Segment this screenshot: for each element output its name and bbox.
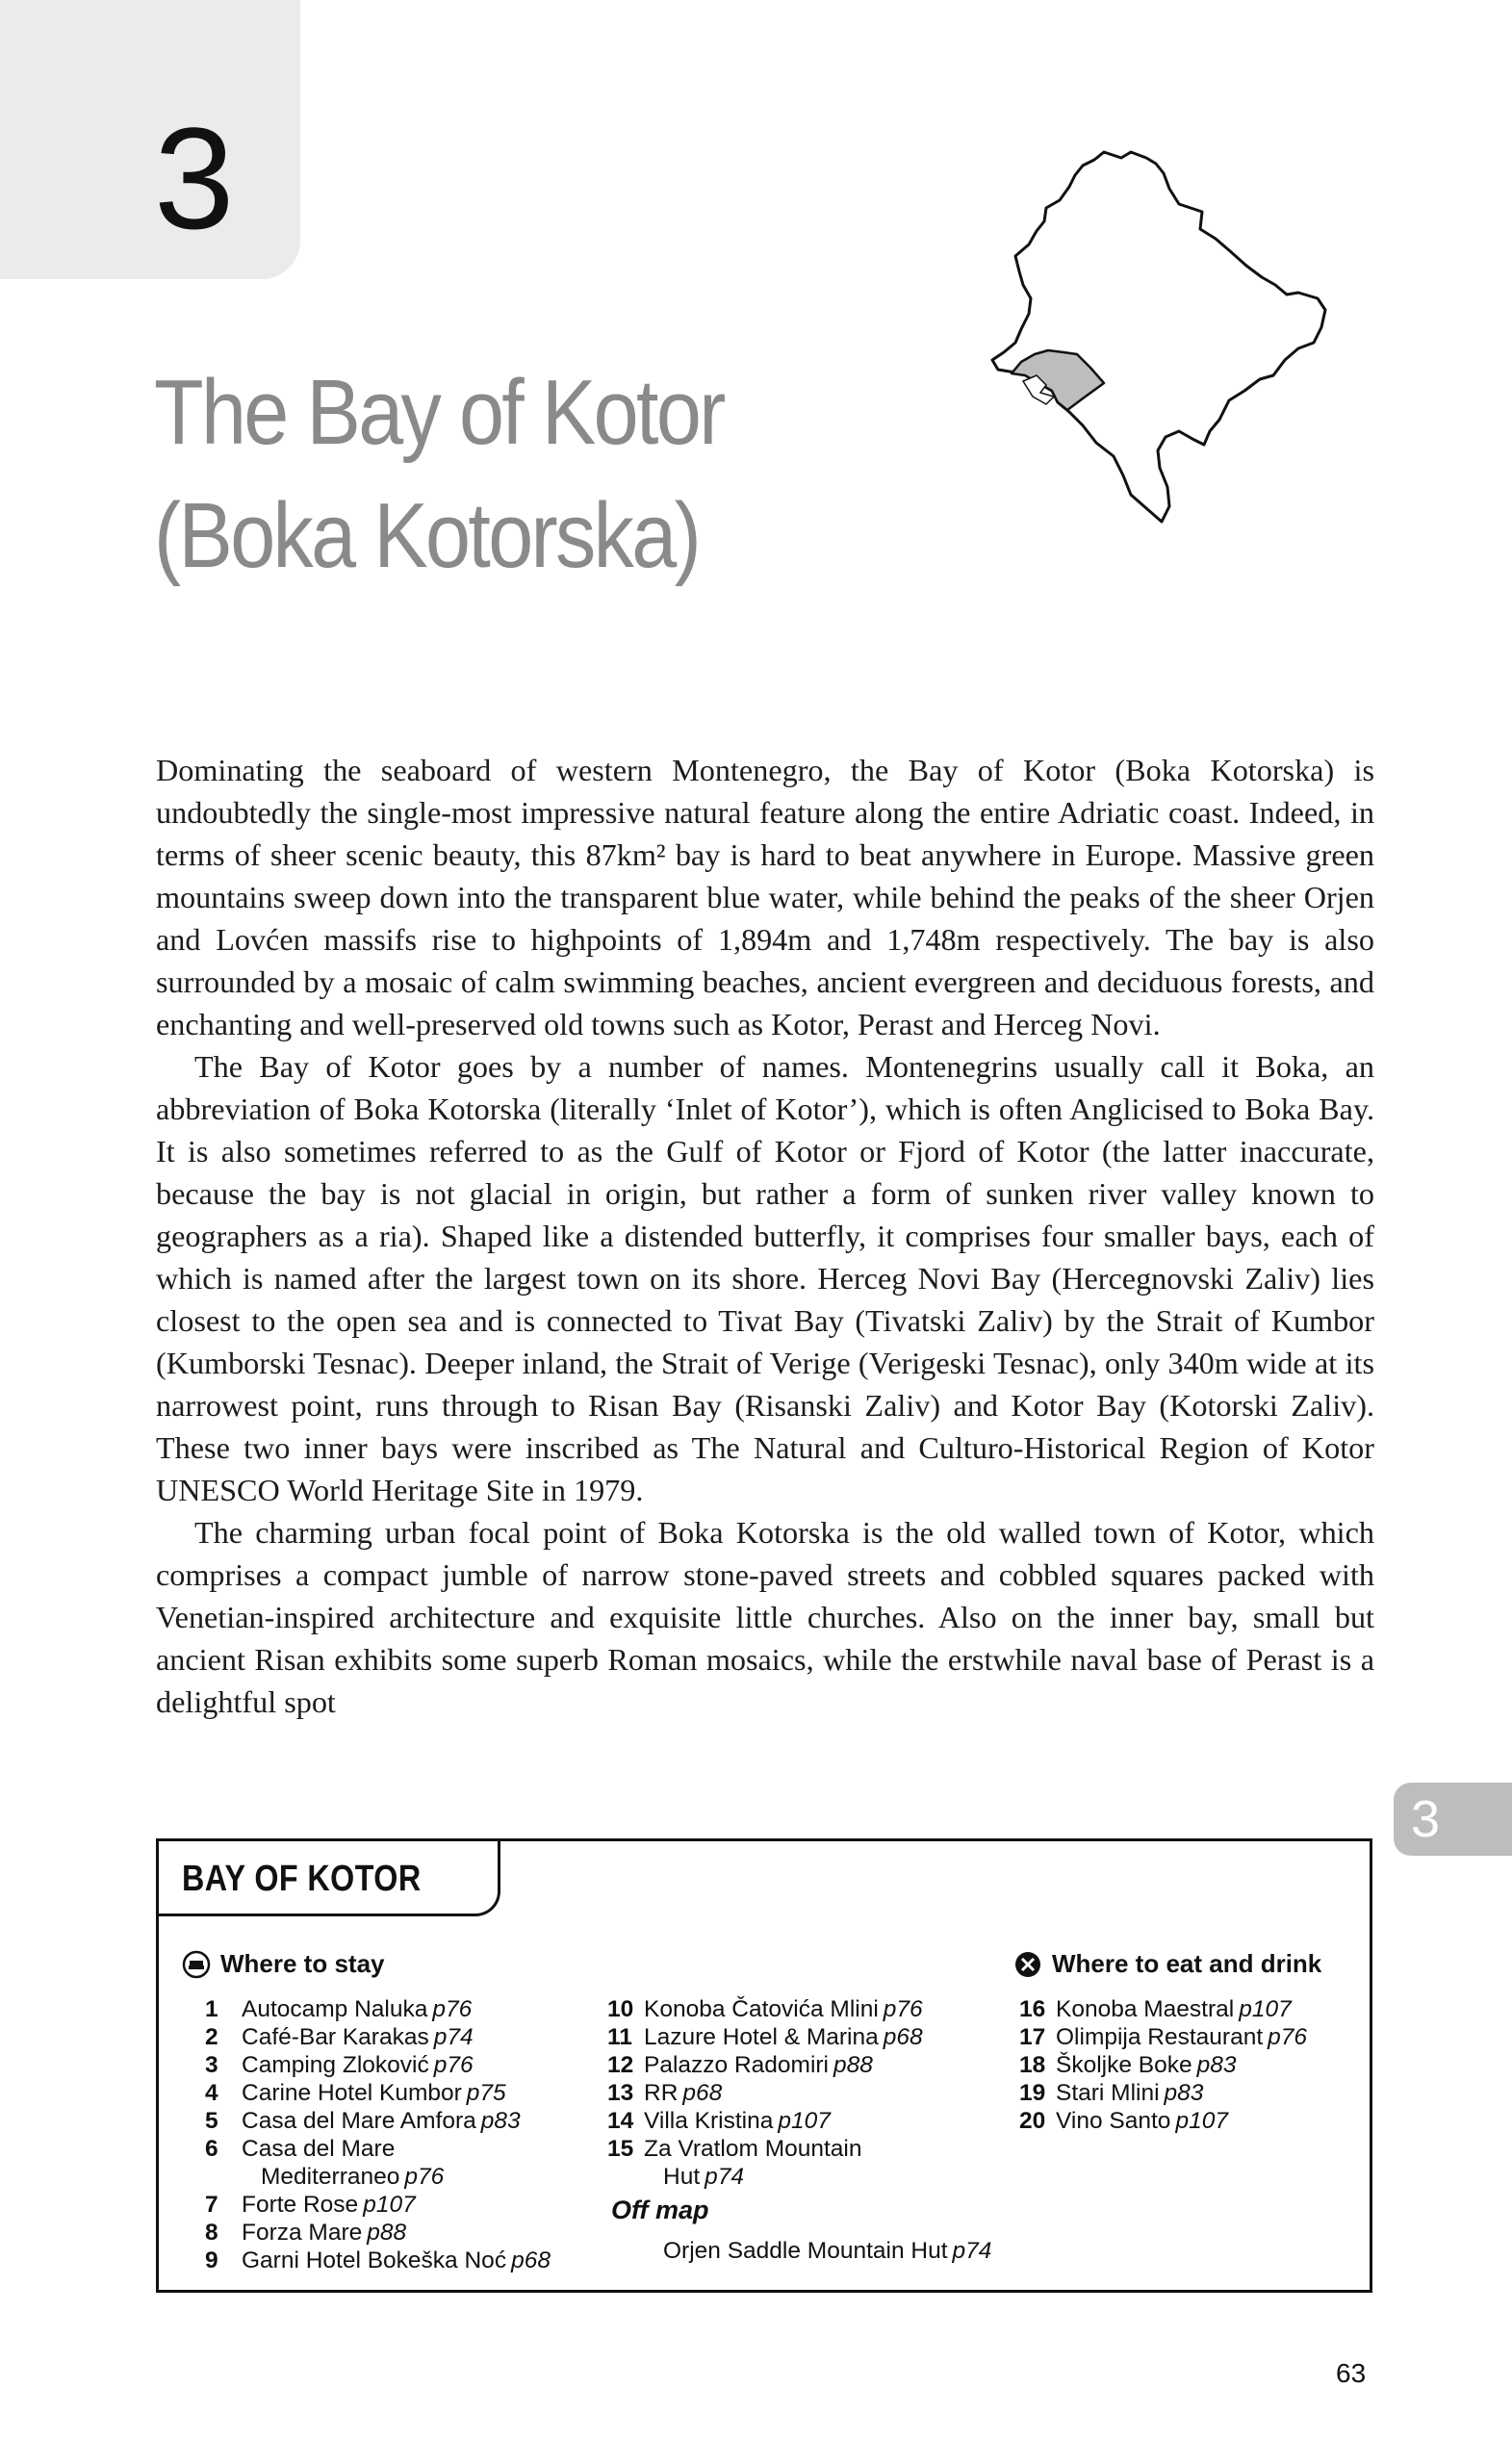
key-entry-number: 11	[607, 2024, 632, 2050]
intro-paragraph-2: The Bay of Kotor goes by a number of names. Montenegrins usually call it Boka, an abbreviation of Boka Kotorska (literally ‘Inlet of Kotor’), which is often Anglicised to Boka Bay. It is also sometimes referred to as the Gulf of Kotor or Fjord of Kotor (the latter inaccurate, because the bay is not glacial in origin, but rather a form of sunken river valley known to geographers as a ria). Shaped like a distended butterfly, it comprises four smaller bays, each of which is named after the largest town on its shore. Herceg Novi Bay (Hercegnovski Zaliv) lies closest to the open sea and is connected to Tivat Bay (Tivatski Zaliv) by the Strait of Kumbor (Kumborski Tesnac). Deeper inland, the Strait of Verige (Verigeski Tesnac), only 340m wide at its narrowest point, runs through to Risan Bay (Risanski Zaliv) and Kotor Bay (Kotorski Zaliv). These two inner bays were inscribed as The Natural and Culturo-Historical Region of Kotor UNESCO World Heritage Site in 1979.	[156, 1049, 1374, 1507]
key-entry-name: Carine Hotel Kumbor	[242, 2080, 462, 2106]
side-tab-label: 3	[1411, 1790, 1441, 1848]
key-entry-number: 10	[607, 1996, 634, 2022]
key-entry-number: 13	[607, 2080, 634, 2106]
key-entry-name: Hut	[663, 2164, 701, 2190]
key-entry-number: 19	[1019, 2080, 1046, 2106]
key-entry-page: p76	[432, 1996, 473, 2022]
intro-paragraph-3: The charming urban focal point of Boka Kotorska is the old walled town of Kotor, which comprises a compact jumble of narrow stone-paved streets and cobbled squares packed with Venetian-inspired architecture and exquisite little churches. Also on the inner bay, small but ancient Risan exhibits some superb Roman mosaics, while the erstwhile naval base of Perast is a delightful spot	[156, 1515, 1374, 1719]
key-entry-number: 14	[607, 2108, 634, 2134]
key-entry-number: 7	[205, 2192, 218, 2218]
key-entry-page: p68	[883, 2024, 923, 2050]
key-entry	[1019, 1995, 1307, 2023]
key-entry-name: Casa del Mare Amfora	[242, 2108, 476, 2134]
key-entry	[1019, 2079, 1307, 2107]
key-entry-number: 18	[1019, 2052, 1046, 2078]
key-entry-name: Villa Kristina	[644, 2108, 774, 2134]
intro-paragraph-1: Dominating the seaboard of western Montenegro, the Bay of Kotor (Boka Kotorska) is undoubtedly the single-most impressive natural feature along the entire Adriatic coast. Indeed, in terms of sheer scenic beauty, this 87km² bay is hard to beat anywhere in Europe. Massive green mountains sweep down into the transparent blue water, while behind the peaks of the sheer Orjen and Lovćen massifs rise to highpoints of 1,894m and 1,748m respectively. The bay is also surrounded by a mosaic of calm swimming beaches, ancient evergreen and deciduous forests, and enchanting and well-preserved old towns such as Kotor, Perast and Herceg Novi.	[156, 753, 1374, 1041]
key-entry	[205, 2191, 551, 2219]
key-entry-name: Stari Mlini	[1056, 2080, 1160, 2106]
map-key-box	[156, 1838, 1372, 2293]
key-entry-name: Za Vratlom Mountain	[644, 2136, 862, 2162]
key-entry-page: p107	[1175, 2108, 1228, 2134]
key-entry-name: Konoba Čatovića Mlini	[644, 1996, 879, 2022]
key-entry-name: Forte Rose	[242, 2192, 359, 2218]
key-entry-name: RR	[644, 2080, 679, 2106]
key-entry-number: 20	[1019, 2108, 1046, 2134]
chapter-title-line2: (Boka Kotorska)	[154, 484, 700, 587]
key-entry-name: Mediterraneo	[261, 2164, 400, 2190]
chapter-number: 3	[154, 97, 235, 259]
chapter-title-line1: The Bay of Kotor	[154, 361, 724, 464]
key-entry-page: p68	[511, 2247, 551, 2273]
key-entry	[607, 2023, 923, 2051]
chapter-tab	[0, 0, 300, 279]
key-entry	[1019, 2107, 1307, 2135]
page-number: 63	[1336, 2358, 1367, 2388]
key-entry-number: 6	[205, 2136, 218, 2162]
key-entry-number: 16	[1019, 1996, 1046, 2022]
key-entry-page: p68	[682, 2080, 723, 2106]
key-entry	[205, 2135, 551, 2163]
eat-list-column	[1019, 1995, 1307, 2135]
key-entry-number: 15	[607, 2136, 634, 2162]
key-entry-name: Garni Hotel Bokeška Noć	[242, 2247, 507, 2273]
fork-knife-icon	[1013, 1950, 1042, 1979]
key-entry-number: 12	[607, 2052, 634, 2078]
key-entry-page: p83	[1164, 2080, 1204, 2106]
key-entry	[205, 2023, 551, 2051]
key-entry-name: Café-Bar Karakas	[242, 2024, 429, 2050]
key-entry-number: 9	[205, 2247, 218, 2273]
key-entry-name: Školjke Boke	[1056, 2052, 1192, 2078]
key-entry	[1019, 2023, 1307, 2051]
key-entry-page: p107	[1239, 1996, 1292, 2022]
key-entry	[205, 2079, 551, 2107]
key-entry-number: 4	[205, 2080, 218, 2106]
key-entry-page: p74	[705, 2164, 745, 2190]
where-to-stay-label: Where to stay	[220, 1949, 385, 1978]
key-entry-name: Olimpija Restaurant	[1056, 2024, 1264, 2050]
key-entry-name: Lazure Hotel & Marina	[644, 2024, 879, 2050]
key-title: BAY OF KOTOR	[182, 1859, 422, 1899]
montenegro-locator-map	[977, 144, 1333, 529]
where-to-eat-label: Where to eat and drink	[1052, 1949, 1322, 1978]
key-entry	[1019, 2051, 1307, 2079]
stay-list-column-1	[205, 1995, 551, 2274]
key-entry-name: Autocamp Naluka	[242, 1996, 428, 2022]
key-entry-page: p75	[466, 2080, 506, 2106]
key-entry	[607, 1995, 923, 2023]
key-entry-number: 8	[205, 2220, 218, 2246]
key-entry-page: p76	[883, 1996, 923, 2022]
where-to-eat-heading	[1013, 1949, 1321, 1979]
key-entry-number: 17	[1019, 2024, 1046, 2050]
key-entry-page: p88	[833, 2052, 873, 2078]
key-entry	[607, 2079, 923, 2107]
stay-list-column-2	[607, 1995, 923, 2191]
key-entry-name: Casa del Mare	[242, 2136, 396, 2162]
key-entry	[205, 2163, 551, 2191]
key-entry	[607, 2163, 923, 2191]
key-entry	[205, 2051, 551, 2079]
key-entry-number: 1	[205, 1996, 218, 2022]
key-entry-page: p83	[480, 2108, 521, 2134]
key-entry-page: p76	[1268, 2024, 1308, 2050]
key-entry	[607, 2107, 923, 2135]
country-outline	[992, 152, 1325, 522]
off-map-name: Orjen Saddle Mountain Hut	[663, 2238, 948, 2264]
key-entry-page: p88	[367, 2220, 407, 2246]
key-entry-name: Camping Zloković	[242, 2052, 429, 2078]
key-entry	[205, 2247, 551, 2274]
chapter-side-tab	[1394, 1783, 1512, 1856]
key-entry	[205, 2107, 551, 2135]
key-entry	[205, 1995, 551, 2023]
intro-text	[156, 749, 1374, 1723]
bed-icon	[182, 1950, 211, 1979]
chapter-title	[154, 351, 832, 598]
off-map-heading: Off map	[611, 2196, 709, 2224]
key-entry-page: p107	[778, 2108, 831, 2134]
key-title-tab	[159, 1841, 500, 1916]
key-entry-page: p83	[1196, 2052, 1237, 2078]
key-entry-name: Palazzo Radomiri	[644, 2052, 829, 2078]
key-entry-page: p107	[363, 2192, 416, 2218]
key-entry-number: 3	[205, 2052, 218, 2078]
where-to-stay-heading	[182, 1949, 385, 1979]
key-entry-name: Konoba Maestral	[1056, 1996, 1235, 2022]
key-entry-page: p76	[433, 2052, 474, 2078]
key-entry-number: 2	[205, 2024, 218, 2050]
key-entry-page: p74	[433, 2024, 474, 2050]
off-map-entry	[663, 2238, 991, 2265]
key-entry	[607, 2051, 923, 2079]
key-entry-number	[205, 2163, 242, 2191]
off-map-page: p74	[952, 2238, 992, 2264]
key-entry	[205, 2219, 551, 2247]
key-entry-page: p76	[404, 2164, 445, 2190]
key-entry	[607, 2135, 923, 2163]
key-entry-number: 5	[205, 2108, 218, 2134]
key-entry-number	[607, 2163, 644, 2191]
key-entry-name: Vino Santo	[1056, 2108, 1171, 2134]
key-entry-name: Forza Mare	[242, 2220, 363, 2246]
